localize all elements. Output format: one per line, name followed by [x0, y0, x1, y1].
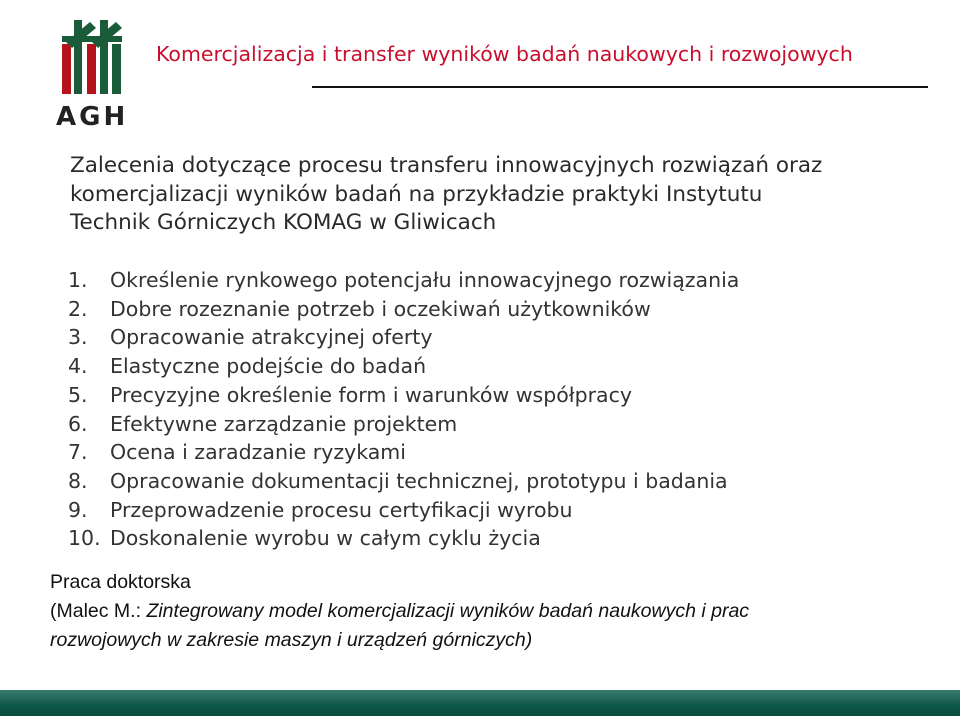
intro-paragraph: [70, 152, 930, 238]
header-divider: [312, 86, 928, 88]
list-item: [68, 323, 739, 352]
list-item-number: 8.: [68, 468, 88, 493]
list-item-number: 4.: [68, 354, 88, 379]
list-item: [68, 352, 739, 381]
list-item-number: 9.: [68, 497, 88, 522]
thesis-label: Praca doktorska: [50, 571, 191, 593]
list-item: [68, 524, 739, 553]
list-item: [68, 295, 739, 324]
list-item-number: 10.: [68, 526, 101, 551]
thesis-citation-line: [50, 597, 940, 626]
list-item-text: Efektywne zarządzanie projektem: [110, 411, 458, 436]
list-item-text: Określenie rynkowego potencjału innowacyjnego rozwiązania: [110, 268, 740, 292]
list-item-text: Przeprowadzenie procesu certyfikacji wyrobu: [110, 497, 573, 522]
list-item-text: Precyzyjne określenie form i warunków współpracy: [110, 382, 632, 407]
list-item-text: Ocena i zaradzanie ryzykami: [110, 440, 406, 465]
list-item-number: 7.: [68, 440, 88, 465]
thesis-reference: [50, 568, 940, 655]
intro-line: komercjalizacji wyników badań na przykładzie praktyki Instytutu: [70, 181, 763, 207]
recommendation-list: [68, 266, 739, 553]
thesis-author: (Malec M.:: [50, 600, 147, 622]
list-item-text: Dobre rozeznanie potrzeb i oczekiwań użytkowników: [110, 296, 651, 321]
list-item-number: 3.: [68, 325, 88, 350]
list-item-number: 6.: [68, 411, 88, 436]
list-item: [68, 266, 739, 295]
list-item-number: 5.: [68, 382, 88, 407]
agh-emblem-icon: [56, 14, 128, 100]
list-item-text: Opracowanie dokumentacji technicznej, prototypu i badania: [110, 468, 728, 493]
list-item-text: Opracowanie atrakcyjnej oferty: [110, 325, 433, 350]
list-item: [68, 467, 739, 496]
list-item: [68, 410, 739, 439]
intro-line: Zalecenia dotyczące procesu transferu innowacyjnych rozwiązań oraz: [70, 153, 823, 178]
footer-bar: [0, 690, 960, 716]
list-item-text: Elastyczne podejście do badań: [110, 354, 427, 379]
list-item-number: 2.: [68, 296, 88, 321]
list-item-text: Doskonalenie wyrobu w całym cyklu życia: [110, 526, 541, 551]
list-item-number: 1.: [68, 268, 88, 292]
list-item: [68, 438, 739, 467]
logo-text: AGH: [56, 102, 129, 132]
thesis-title: Zintegrowany model komercjalizacji wyników badań naukowych i prac: [146, 600, 750, 622]
agh-logo: [56, 14, 128, 136]
thesis-title-continued: rozwojowych w zakresie maszyn i urządzeń górniczych): [50, 629, 533, 651]
list-item: [68, 496, 739, 525]
list-item: [68, 381, 739, 410]
intro-line: Technik Górniczych KOMAG w Gliwicach: [70, 210, 497, 235]
page-title: Komercjalizacja i transfer wyników badań naukowych i rozwojowych: [156, 42, 853, 66]
